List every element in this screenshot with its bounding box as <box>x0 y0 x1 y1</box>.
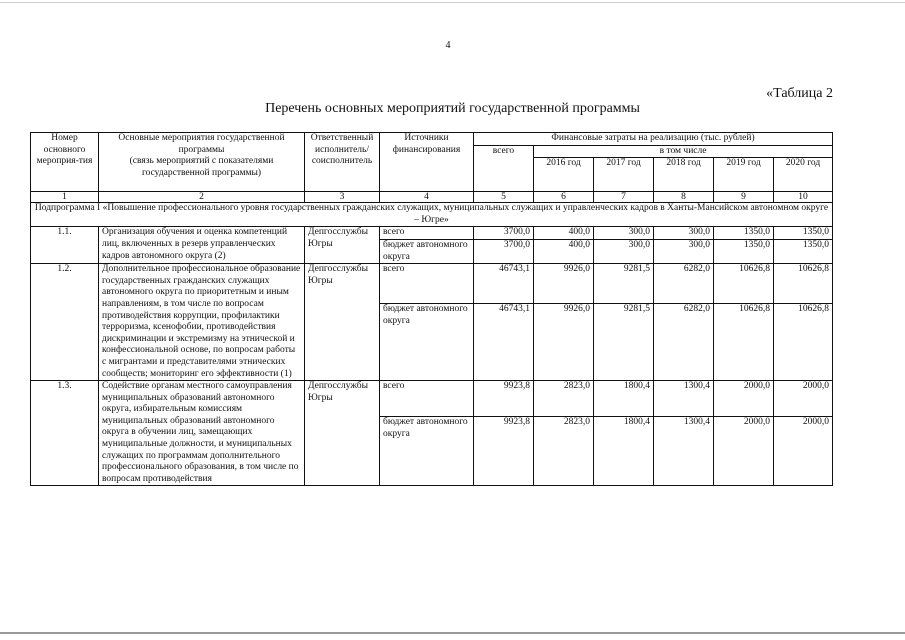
subprogram-row <box>31 203 833 227</box>
header-including: в том числе <box>534 145 833 158</box>
page-number: 4 <box>445 40 451 51</box>
value-cell: 6282,0 <box>654 264 714 304</box>
value-cell: 9926,0 <box>534 264 594 304</box>
scan-edge-top <box>0 2 905 3</box>
header-number: Номер основного мероприя-тия <box>31 133 99 192</box>
column-number: 2 <box>99 192 305 203</box>
value-cell: 1350,0 <box>774 239 833 263</box>
value-cell: 300,0 <box>594 239 654 263</box>
header-total: всего <box>474 145 534 192</box>
value-cell: 1800,4 <box>594 381 654 417</box>
value-cell: 2000,0 <box>714 417 774 486</box>
source-total: всего <box>380 227 474 240</box>
document-title: Перечень основных мероприятий государственной программы <box>265 101 640 116</box>
table-row <box>31 381 833 417</box>
value-cell: 6282,0 <box>654 304 714 381</box>
header-activity-sub: (связь мероприятий с показателями государственной программы) <box>129 156 274 178</box>
value-cell: 9281,5 <box>594 264 654 304</box>
value-cell: 2000,0 <box>774 417 833 486</box>
header-activity-main: Основные мероприятия государственной программы <box>118 133 285 155</box>
value-cell: 2823,0 <box>534 417 594 486</box>
source-total: всего <box>380 381 474 417</box>
value-cell: 10626,8 <box>714 264 774 304</box>
value-cell: 9281,5 <box>594 304 654 381</box>
value-cell: 10626,8 <box>774 264 833 304</box>
header-activity <box>99 133 305 192</box>
header-row-1 <box>31 133 833 146</box>
value-cell: 46743,1 <box>474 304 534 381</box>
column-number: 8 <box>654 192 714 203</box>
value-cell: 9926,0 <box>534 304 594 381</box>
value-cell: 2823,0 <box>534 381 594 417</box>
value-cell: 10626,8 <box>774 304 833 381</box>
value-cell: 1300,4 <box>654 381 714 417</box>
value-cell: 9923,8 <box>474 417 534 486</box>
source-total: всего <box>380 264 474 304</box>
column-number: 6 <box>534 192 594 203</box>
activity-text: Организация обучения и оценка компетенций лиц, включенных в резерв управленческих кадров автономного округа (2) <box>99 227 305 264</box>
value-cell: 1800,4 <box>594 417 654 486</box>
subprogram-title: Подпрограмма I «Повышение профессионального уровня государственных гражданских служащих, муниципальных служащих и управленческих кадров в Ханты-Мансийском автономном округе – Югре» <box>31 203 833 227</box>
source-budget: бюджет автономного округа <box>380 417 474 486</box>
column-number-row <box>31 192 833 203</box>
column-number: 3 <box>305 192 380 203</box>
header-year: 2017 год <box>594 158 654 192</box>
header-year: 2018 год <box>654 158 714 192</box>
header-source: Источники финансирования <box>380 133 474 192</box>
value-cell: 10626,8 <box>714 304 774 381</box>
column-number: 1 <box>31 192 99 203</box>
value-cell: 2000,0 <box>714 381 774 417</box>
header-year: 2020 год <box>774 158 833 192</box>
activity-executor: Депгосслужбы Югры <box>305 227 380 264</box>
activity-number: 1.2. <box>31 264 99 381</box>
header-financing: Финансовые затраты на реализацию (тыс. рублей) <box>474 133 833 146</box>
value-cell: 3700,0 <box>474 227 534 240</box>
value-cell: 9923,8 <box>474 381 534 417</box>
value-cell: 3700,0 <box>474 239 534 263</box>
value-cell: 1350,0 <box>774 227 833 240</box>
source-budget: бюджет автономного округа <box>380 304 474 381</box>
value-cell: 300,0 <box>594 227 654 240</box>
activity-text: Содействие органам местного самоуправления муниципальных образований автономного округа, избирательным комиссиям муниципальных образований автономного округа в обучении лиц, замещающих муниципальные должности, и муниципальных служащих по программам дополнительного профессионального образования, в том числе по вопросам противодействия <box>99 381 305 486</box>
value-cell: 400,0 <box>534 239 594 263</box>
column-number: 4 <box>380 192 474 203</box>
table-label: «Таблица 2 <box>766 86 833 101</box>
column-number: 9 <box>714 192 774 203</box>
table-row <box>31 227 833 240</box>
value-cell: 400,0 <box>534 227 594 240</box>
header-year: 2019 год <box>714 158 774 192</box>
activity-text: Дополнительное профессиональное образование государственных гражданских служащих автономного округа по приоритетным и иным направлениям, в том числе по вопросам противодействия коррупции, профилактики терроризма, ксенофобии, противодействия дискриминации и экстремизму на этнической и конфессиональной основе, по вопросам работы с мигрантами и представителями этнических сообществ; мониторинг его эффективности (1) <box>99 264 305 381</box>
value-cell: 2000,0 <box>774 381 833 417</box>
column-number: 5 <box>474 192 534 203</box>
value-cell: 1350,0 <box>714 239 774 263</box>
column-number: 10 <box>774 192 833 203</box>
activity-number: 1.3. <box>31 381 99 486</box>
value-cell: 1300,4 <box>654 417 714 486</box>
activities-table <box>30 132 833 486</box>
value-cell: 46743,1 <box>474 264 534 304</box>
scan-edge-bottom <box>0 632 905 634</box>
source-budget: бюджет автономного округа <box>380 239 474 263</box>
activity-executor: Депгосслужбы Югры <box>305 381 380 486</box>
activity-executor: Депгосслужбы Югры <box>305 264 380 381</box>
value-cell: 1350,0 <box>714 227 774 240</box>
value-cell: 300,0 <box>654 239 714 263</box>
column-number: 7 <box>594 192 654 203</box>
header-executor: Ответственный исполнитель/соисполнитель <box>305 133 380 192</box>
activity-number: 1.1. <box>31 227 99 264</box>
table-row <box>31 264 833 304</box>
value-cell: 300,0 <box>654 227 714 240</box>
header-year: 2016 год <box>534 158 594 192</box>
